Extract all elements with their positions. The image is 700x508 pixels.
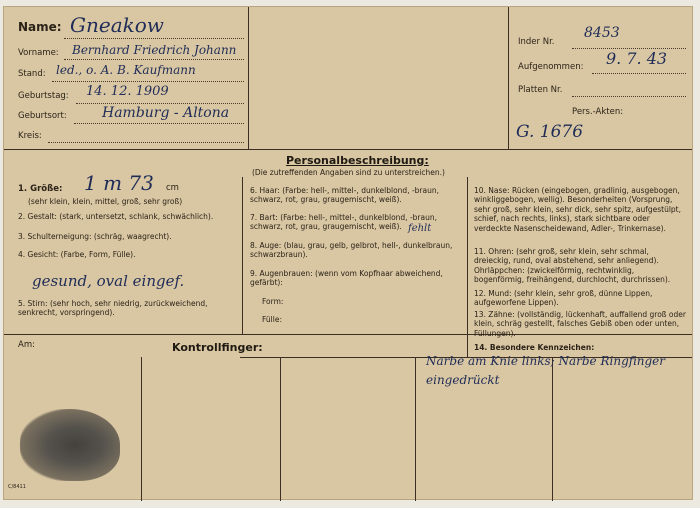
am-label: Am: bbox=[18, 340, 35, 350]
geburtsort-value: Hamburg - Altona bbox=[102, 105, 230, 121]
stand-value: led., o. A. B. Kaufmann bbox=[56, 63, 196, 77]
vorname-value: Bernhard Friedrich Johann bbox=[72, 43, 237, 57]
personal-subtitle: (Die zutreffenden Angaben sind zu unterstreichen.) bbox=[252, 168, 445, 177]
geburtstag-line bbox=[76, 103, 244, 104]
groesse-label: 1. Größe: bbox=[18, 184, 63, 194]
form-label: Form: bbox=[262, 297, 284, 306]
stand-label: Stand: bbox=[18, 69, 46, 79]
schulter-text: 3. Schulterneigung: (schräg, waagrecht). bbox=[18, 232, 172, 241]
groesse-note: (sehr klein, klein, mittel, groß, sehr groß) bbox=[28, 197, 183, 206]
fuelle-label: Fülle: bbox=[262, 315, 282, 324]
platten-label: Platten Nr. bbox=[518, 85, 563, 95]
index-value: 8453 bbox=[584, 25, 620, 41]
bottom-col3-divider bbox=[415, 357, 416, 501]
ohren-text: 11. Ohren: (sehr groß, sehr klein, sehr schmal, dreieckig, rund, oval abstehend, sehr anliegend). Ohrläppchen: (zwickelförmig, rechtwinklig, bogenförmig, freihängend, durchlocht, durchrissen). bbox=[474, 247, 671, 285]
haar-text: 6. Haar: (Farbe: hell-, mittel-, dunkelblond, -braun, schwarz, rot, grau, graugemischt, weiß). bbox=[250, 186, 439, 205]
pers-akten-label: Pers.-Akten: bbox=[572, 107, 624, 117]
nase-text: 10. Nase: Rücken (eingebogen, gradlinig, ausgebogen, winkliggebogen, wellig). Besonderheiten (Vorsprung, sehr groß, sehr klein, sehr dick, sehr spitz, aufgestülpt, schief, nach rechts, links), stark sichtbare oder verdeckte Nasenscheidewand, Adler-, Trinkernase). bbox=[474, 186, 681, 233]
stand-line bbox=[52, 81, 244, 82]
zaehne-text: 13. Zähne: (vollständig, lückenhaft, auffallend groß oder klein, schräg gestellt, falsches Gebiß oben oder unten, Füllungen). bbox=[474, 310, 686, 338]
name-label: Name: bbox=[18, 20, 62, 34]
geburtstag-label: Geburtstag: bbox=[18, 91, 69, 101]
index-label: Inder Nr. bbox=[518, 37, 555, 47]
geburtsort-label: Geburtsort: bbox=[18, 111, 67, 121]
vorname-label: Vorname: bbox=[18, 48, 59, 58]
geburtstag-value: 14. 12. 1909 bbox=[86, 84, 169, 99]
header-col1-divider bbox=[248, 7, 249, 149]
bart-text: 7. Bart: (Farbe: hell-, mittel-, dunkelblond, -braun, schwarz, rot, grau, graugemischt, weiß). bbox=[250, 213, 437, 232]
name-line bbox=[64, 38, 244, 39]
aufgenommen-label: Aufgenommen: bbox=[518, 62, 584, 72]
kreis-label: Kreis: bbox=[18, 131, 42, 141]
personal-title: Personalbeschreibung: bbox=[286, 154, 429, 167]
auge-text: 8. Auge: (blau, grau, gelb, gelbrot, hell-, dunkelbraun, schwarzbraun). bbox=[250, 241, 453, 260]
stirn-text: 5. Stirn: (sehr hoch, sehr niedrig, zurückweichend, senkrecht, vorspringend). bbox=[18, 299, 208, 318]
pers-akten-value: G. 1676 bbox=[516, 122, 584, 142]
vorname-line bbox=[64, 59, 244, 60]
platten-line bbox=[572, 96, 686, 97]
kreis-line bbox=[48, 142, 244, 143]
gestalt-text: 2. Gestalt: (stark, untersetzt, schlank, schwächlich). bbox=[18, 212, 214, 221]
desc-col2-divider bbox=[467, 177, 468, 358]
brauen-text: 9. Augenbrauen: (wenn vom Kopfhaar abweichend, gefärbt): bbox=[250, 269, 443, 288]
groesse-unit: cm bbox=[166, 183, 179, 193]
kennzeichen-value: Narbe am Knie links; Narbe Ringfinger eingedrückt bbox=[426, 354, 665, 388]
groesse-value: 1 m 73 bbox=[84, 171, 154, 195]
gesicht-text: 4. Gesicht: (Farbe, Form, Fülle). bbox=[18, 250, 136, 259]
desc-col1-divider bbox=[242, 177, 243, 334]
aufgenommen-line bbox=[592, 73, 686, 74]
bart-value: fehlt bbox=[408, 223, 432, 234]
header-divider bbox=[4, 149, 692, 150]
fingerprint-image bbox=[20, 409, 120, 481]
geburtsort-line bbox=[74, 123, 244, 124]
kontrollfinger-label: Kontrollfinger: bbox=[172, 341, 263, 354]
bottom-col2-divider bbox=[280, 357, 281, 501]
kennzeichen-label: 14. Besondere Kennzeichen: bbox=[474, 343, 595, 352]
mund-text: 12. Mund: (sehr klein, sehr groß, dünne Lippen, aufgeworfene Lippen). bbox=[474, 289, 653, 308]
personnel-card bbox=[3, 6, 693, 500]
header-col2-divider bbox=[508, 7, 509, 149]
gesicht-value: gesund, oval eingef. bbox=[32, 272, 185, 290]
bottom-col1-divider bbox=[141, 357, 142, 501]
aufgenommen-value: 9. 7. 43 bbox=[606, 49, 668, 68]
name-value: Gneakow bbox=[70, 13, 164, 37]
form-code: C/8411 bbox=[8, 484, 26, 490]
